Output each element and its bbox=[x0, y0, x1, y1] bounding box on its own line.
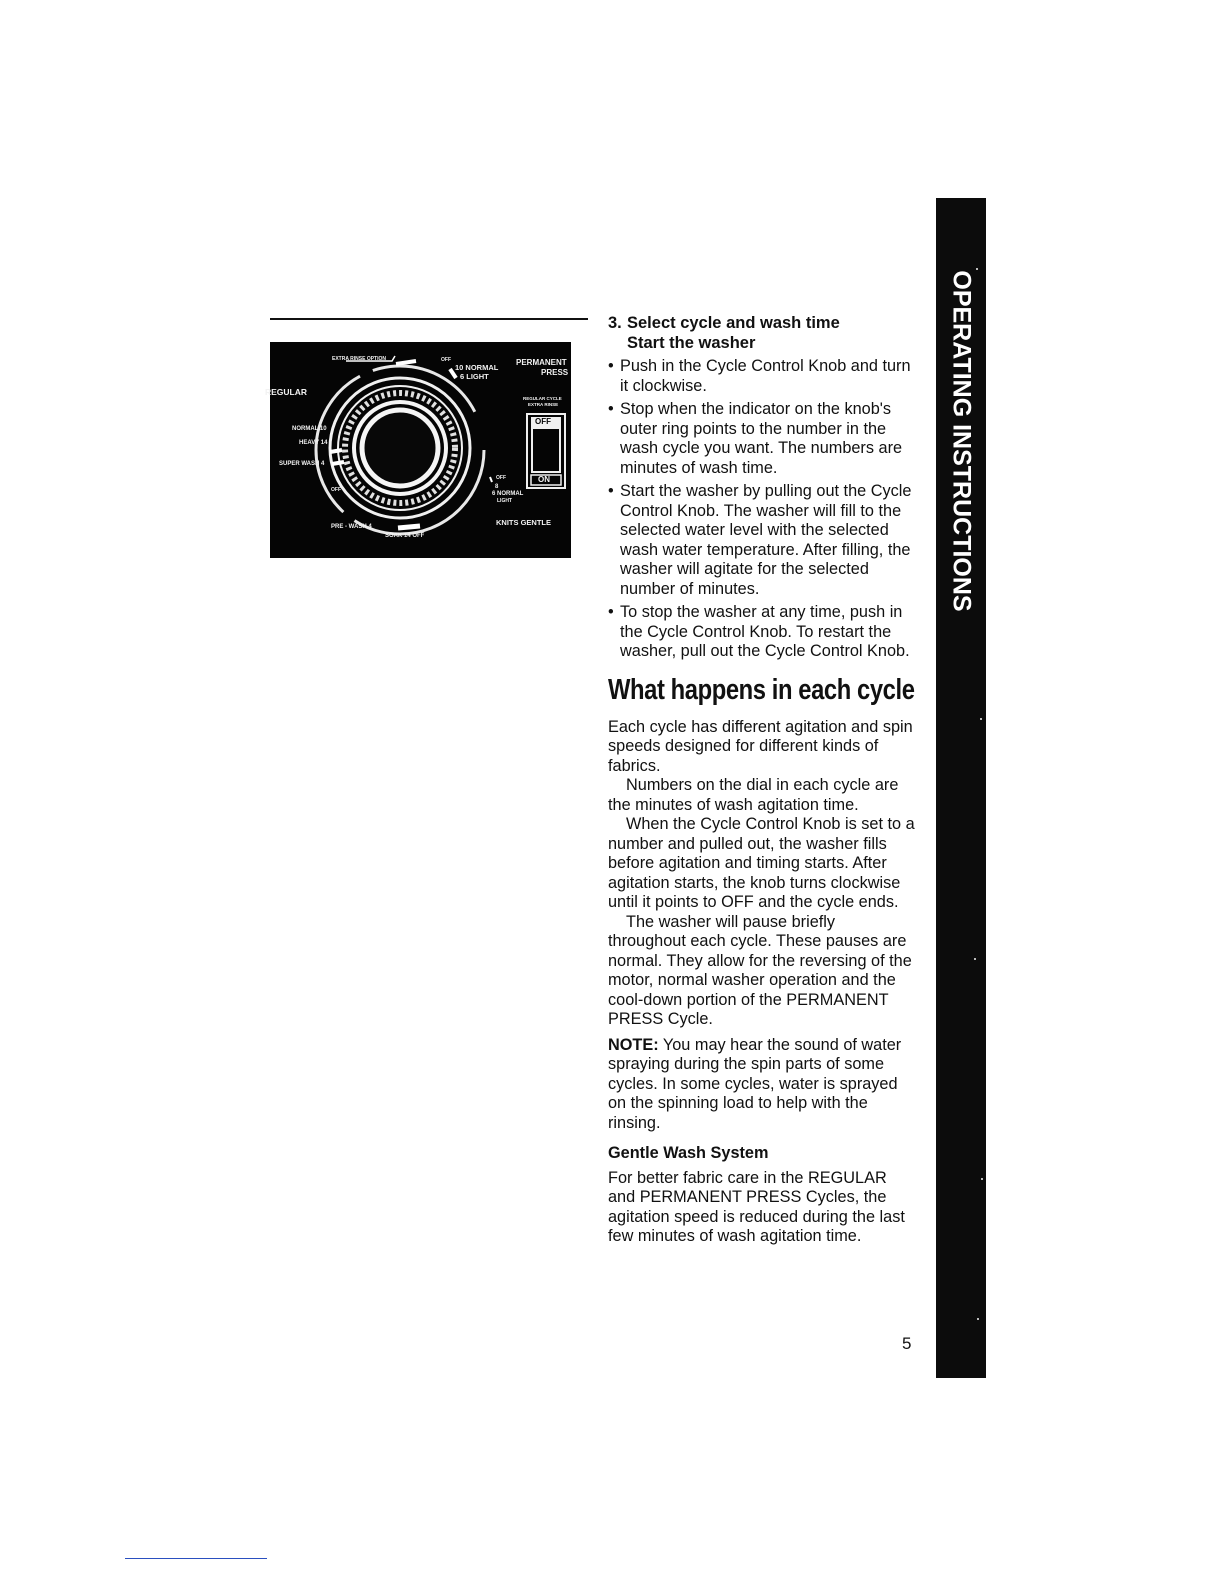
bullet-item: • To stop the washer at any time, push in the Cycle Control Knob. To restart the washer, pull out the Cycle Control Knob. bbox=[608, 603, 916, 662]
normal-right-label: 6 NORMAL bbox=[492, 491, 524, 497]
gentle-wash-paragraph: For better fabric care in the REGULAR and PERMANENT PRESS Cycles, the agitation speed is reduced during the last few minutes of wash agitation time. bbox=[608, 1168, 905, 1245]
side-tab-label: OPERATING INSTRUCTIONS bbox=[947, 270, 976, 612]
switch-off-label: OFF bbox=[535, 417, 551, 426]
light-6-label: 6 LIGHT bbox=[460, 372, 489, 381]
instructions-column bbox=[608, 314, 916, 1247]
switch-on-label: ON bbox=[538, 475, 550, 484]
note-text: You may hear the sound of water spraying during the spin parts of some cycles. In some cycles, water is sprayed on the spinning load to help with the rinsing. bbox=[608, 1035, 902, 1132]
note-paragraph bbox=[608, 1036, 916, 1134]
press-label: PRESS bbox=[541, 368, 569, 377]
pre-wash-label: PRE - WASH 4 bbox=[331, 524, 372, 530]
normal-10-label: 10 NORMAL bbox=[455, 363, 499, 372]
eight-right-label: 8 bbox=[495, 484, 499, 490]
regular-label: REGULAR bbox=[265, 387, 308, 397]
paragraph: When the Cycle Control Knob is set to a number and pulled out, the washer fills before agitation and timing starts. After agitation starts, the knob turns clockwise until it points to OFF and the cycle ends. bbox=[608, 815, 915, 911]
top-rule bbox=[270, 318, 588, 320]
permanent-label: PERMANENT bbox=[516, 358, 567, 367]
heavy-14-label: HEAVY 14 bbox=[299, 440, 328, 446]
step-title: Select cycle and wash time bbox=[627, 314, 840, 332]
soak-label: SOAK 14 OFF bbox=[385, 533, 425, 539]
extra-rinse-label: EXTRA RINSE bbox=[528, 402, 559, 407]
knits-gentle-label: KNITS GENTLE bbox=[496, 518, 552, 527]
bullet-item: • Start the washer by pulling out the Cycle Control Knob. The washer will fill to the selected water level with the selected wash water temperature. After filling, the washer will agitate for the selected number of minutes. bbox=[608, 482, 916, 599]
bullet-item: • Push in the Cycle Control Knob and turn it clockwise. bbox=[608, 357, 916, 396]
gentle-wash-heading: Gentle Wash System bbox=[608, 1144, 769, 1162]
note-label: NOTE: bbox=[608, 1035, 659, 1054]
paragraph: The washer will pause briefly throughout each cycle. These pauses are normal. They allow for the reversing of the motor, normal washer operation and the cool-down portion of the PERMANENT PRESS Cycle. bbox=[608, 912, 912, 1028]
regular-cycle-label: REGULAR CYCLE bbox=[523, 396, 562, 401]
normal-10-left-label: NORMAL 10 bbox=[292, 426, 327, 432]
control-panel-illustration bbox=[265, 342, 571, 558]
paragraph: Numbers on the dial in each cycle are the minutes of wash agitation time. bbox=[608, 776, 899, 814]
step-heading bbox=[608, 314, 916, 353]
step-subtitle: Start the washer bbox=[627, 333, 756, 352]
section-heading: What happens in each cycle bbox=[608, 673, 915, 706]
page-number: 5 bbox=[902, 1334, 912, 1353]
bullet-item: • Stop when the indicator on the knob's outer ring points to the number in the wash cycle you want. The numbers are minutes of wash time. bbox=[608, 400, 916, 478]
step-number: 3. bbox=[608, 314, 622, 332]
super-wash-label: SUPER WASH 4 bbox=[279, 461, 325, 467]
off-top-label: OFF bbox=[441, 357, 451, 363]
footnote-rule bbox=[125, 1558, 267, 1559]
step-bullet-list bbox=[608, 357, 916, 662]
off-left-label: OFF bbox=[331, 487, 341, 493]
light-right-label: LIGHT bbox=[497, 498, 512, 504]
off-right-label: OFF bbox=[496, 475, 506, 481]
extra-rinse-option-label: EXTRA RINSE OPTION bbox=[332, 356, 386, 362]
paragraph: Each cycle has different agitation and spin speeds designed for different kinds of fabrics. bbox=[608, 717, 913, 775]
